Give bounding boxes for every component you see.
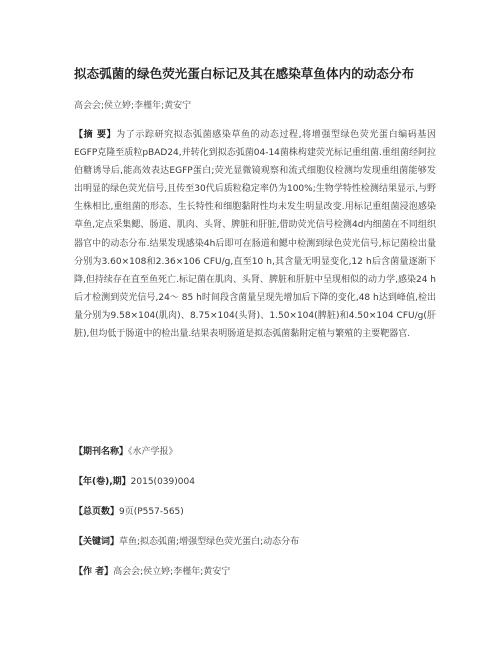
pages-label: 【总页数】 [74,507,120,517]
abstract-block [74,126,436,343]
year-volume-issue-field [74,474,195,487]
keywords-label: 【关键词】 [74,537,120,547]
document-title: 拟态弧菌的绿色荧光蛋白标记及其在感染草鱼体内的动态分布 [74,66,415,81]
abstract-label: 【摘 要】 [74,130,117,140]
author-label: 【作 者】 [74,567,114,577]
page-count-field [74,504,184,517]
journal-value: 《水产学报》 [128,447,178,457]
author-line: 高会会;侯立婷;李槿年;黄安宁 [74,101,192,111]
year-label: 【年(卷),期】 [74,477,131,487]
keywords-value: 草鱼;拟态弧菌;增强型绿色荧光蛋白;动态分布 [119,537,300,547]
pages-value: 9页(P557-565) [119,507,184,517]
journal-field [74,444,178,457]
abstract-text: 为了示踪研究拟态弧菌感染草鱼的动态过程,将增强型绿色荧光蛋白编码基因EGFP克隆至质粒pBAD24,并转化到拟态弧菌04-14菌株构建荧光标记重组菌.重组菌经阿拉伯糖诱导后,能高效表达EGFP蛋白;荧光显微镜观察和流式细胞仪检测均发现重组菌能够发出明显的绿色荧光信号,且传至30代后质粒稳定率仍为100%;生物学特性检测结果显示,与野生株相比,重组菌的形态、生长特性和细胞黏附性均未发生明显改变.用标记重组菌浸泡感染草鱼,定点采集鳃、肠道、肌肉、头肾、脾脏和肝脏,借助荧光信号检测4d内细菌在不同组织器官中的动态分布.结果发现感染4h后即可在肠道和鳃中检测到绿色荧光信号,标记菌检出量分别为3.60×108和2.36×106 CFU/g,直至10 h,其含量无明显变化,12 h后含菌量逐渐下降,但持续存在直至鱼死亡.标记菌在肌肉、头肾、脾脏和肝脏中呈现相似的动力学,感染24 h后才检测到荧光信号,24～ 85 h时间段含菌量呈现先增加后下降的变化,48 h达到峰值,检出量分别为9.58×104(肌肉)、8.75×104(头肾)、1.50×104(脾脏)和4.50×104 CFU/g(肝脏),但均低于肠道中的检出量.结果表明肠道是拟态弧菌黏附定植与繁殖的主要靶器官. [74,130,436,340]
keywords-field [74,534,299,547]
author-field [74,564,230,577]
journal-label: 【期刊名称】 [74,447,129,457]
author-value: 高会会;侯立婷;李槿年;黄安宁 [113,567,231,577]
year-value: 2015(039)004 [130,477,195,487]
